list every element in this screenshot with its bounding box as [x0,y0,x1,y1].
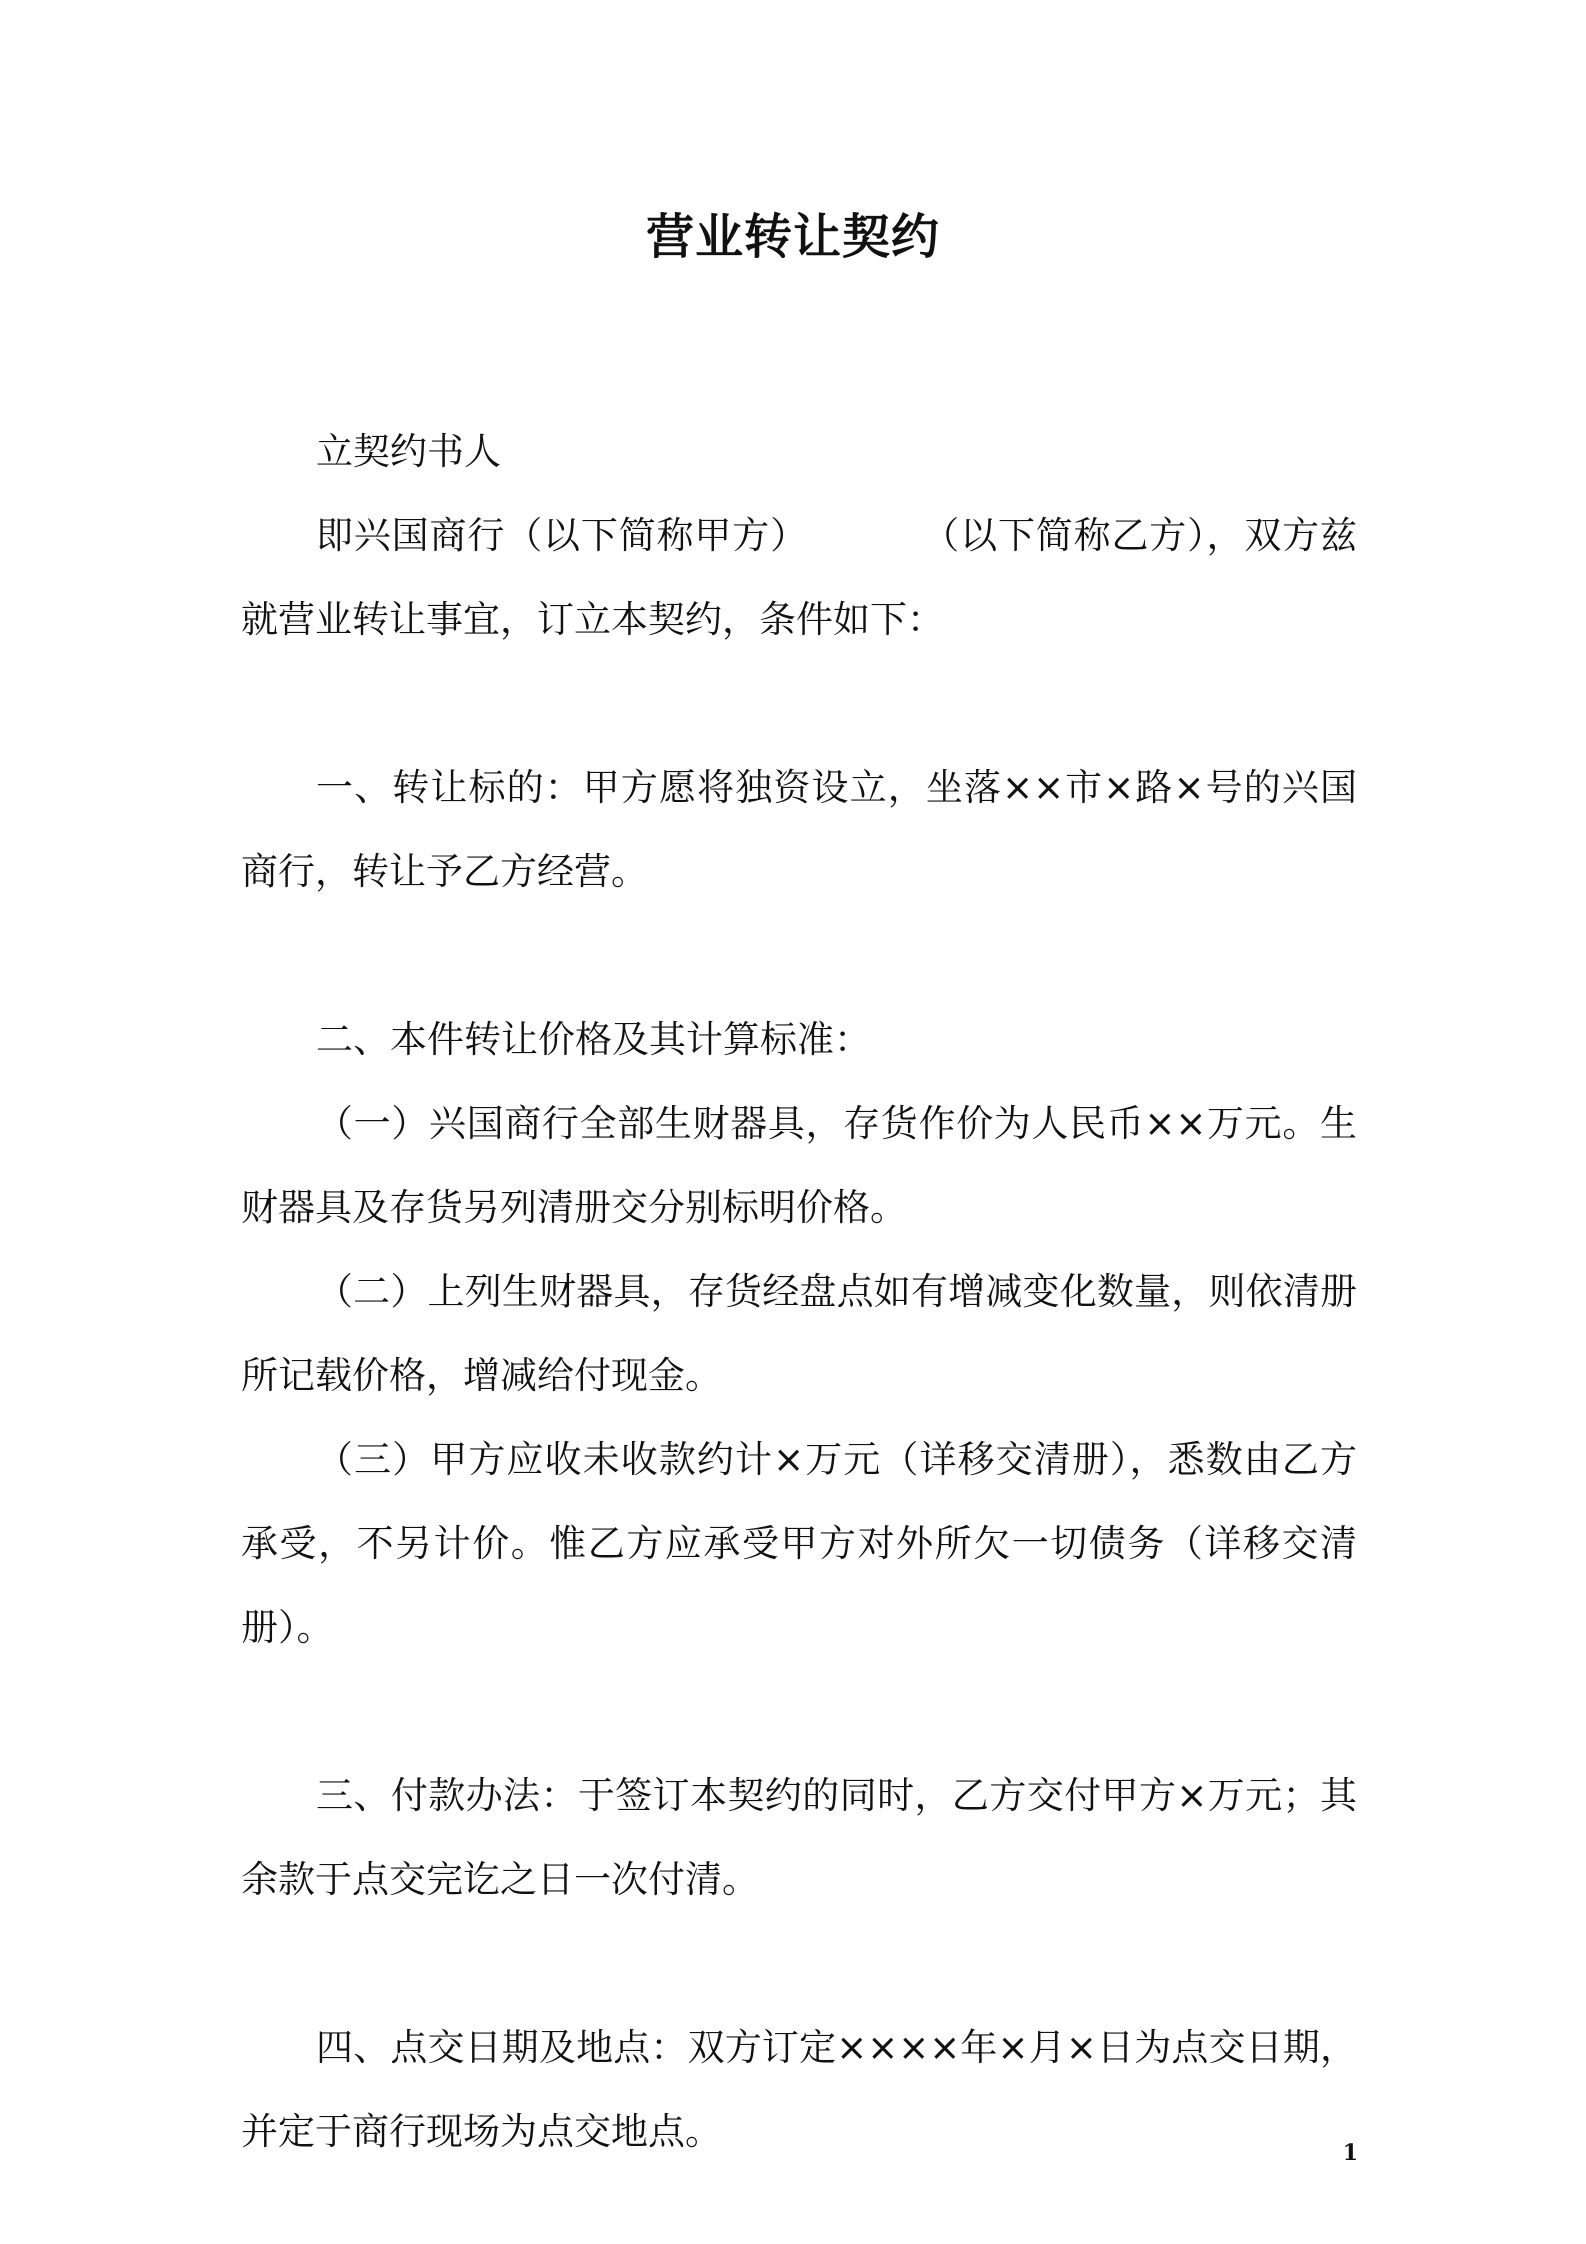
document-title: 营业转让契约 [645,209,940,265]
paragraph-clause-1: 一、转让标的：甲方愿将独资设立，坐落××市×路×号的兴国商行，转让予乙方经营。 [241,766,1357,893]
paragraph-clause-2-1: （一）兴国商行全部生财器具，存货作价为人民币××万元。生财器具及存货另列清册交分别标明价格。 [241,1102,1357,1229]
paragraph-clause-2: 二、本件转让价格及其计算标准： [316,1018,871,1061]
paragraph-clause-2-2: （二）上列生财器具，存货经盘点如有增减变化数量，则依清册所记载价格，增减给付现金。 [241,1270,1357,1397]
paragraph-clause-4: 四、点交日期及地点：双方订定××××年×月×日为点交日期，并定于商行现场为点交地点。 [241,2026,1357,2153]
page-number: 1 [1342,2140,1358,2166]
document-body [241,410,1357,2174]
paragraph-clause-3: 三、付款办法：于签订本契约的同时，乙方交付甲方×万元；其余款于点交完讫之日一次付清。 [241,1774,1357,1901]
paragraph-clause-2-3: （三）甲方应收未收款约计×万元（详移交清册），悉数由乙方承受，不另计价。惟乙方应承受甲方对外所欠一切债务（详移交清册）。 [241,1438,1357,1649]
paragraph-parties: 即兴国商行（以下简称甲方） （以下简称乙方），双方兹就营业转让事宜，订立本契约，条件如下： [241,514,1357,641]
paragraph-parties-heading: 立契约书人 [316,430,501,473]
